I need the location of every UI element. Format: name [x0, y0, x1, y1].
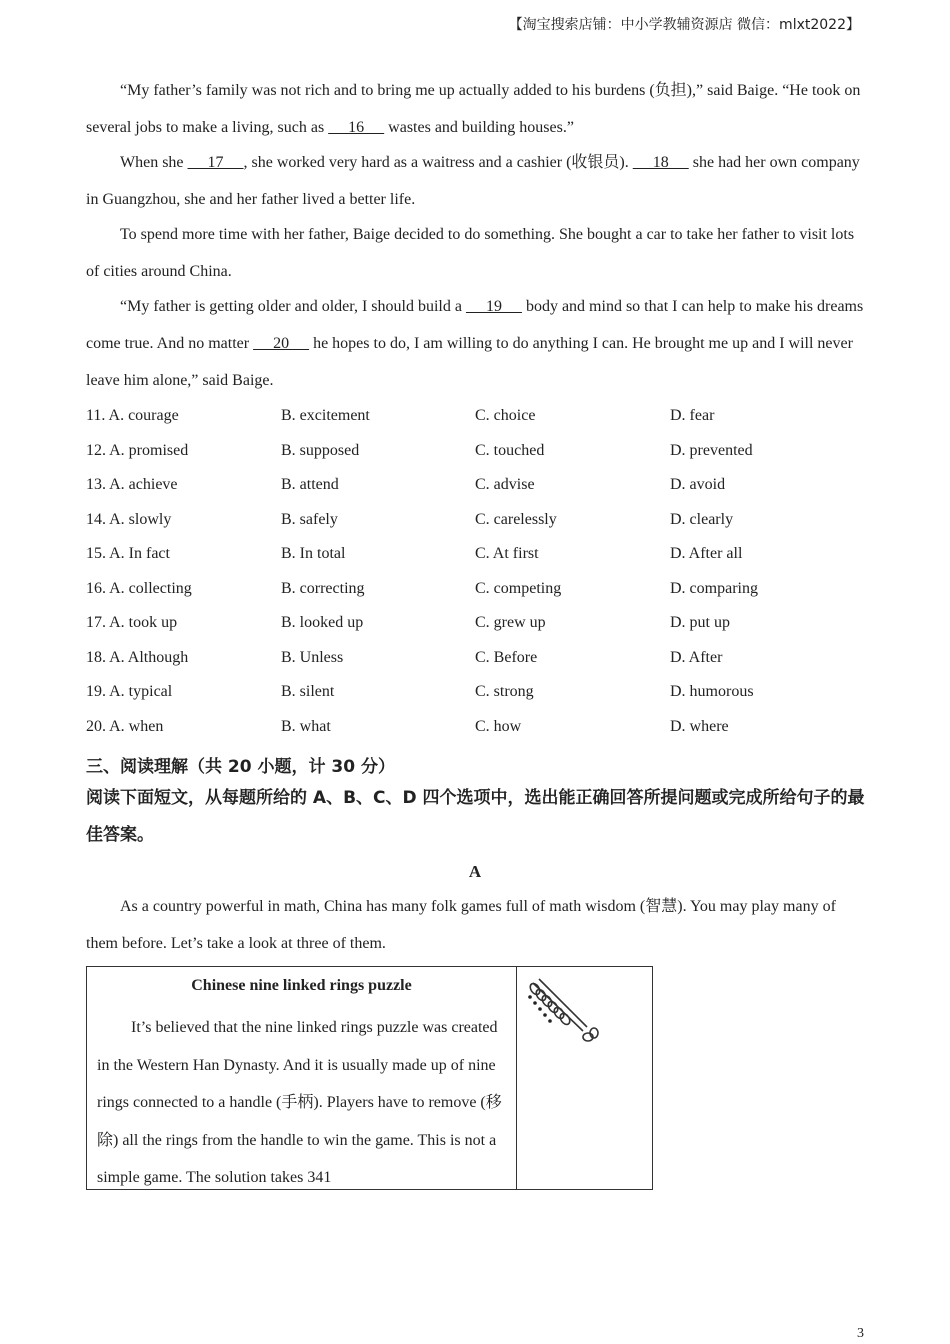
blank-20: 20: [253, 335, 310, 352]
option-15-b: B. In total: [281, 545, 346, 562]
section-instruction: 阅读下面短文，从每题所给的 A、B、C、D 四个选项中，选出能正确回答所提问题或完成所给句子的最佳答案。: [86, 788, 865, 845]
option-11-b: B. excitement: [281, 407, 370, 424]
option-19-b: B. silent: [281, 683, 335, 700]
option-16-c: C. competing: [475, 580, 562, 597]
passage-paragraph-3: To spend more time with her father, Baige decided to do something. She bought a car to take her father to visit lots of cities around China.: [86, 226, 855, 280]
option-17-a: 17. A. took up: [86, 614, 178, 631]
option-11-a: 11. A. courage: [86, 407, 179, 424]
option-12-c: C. touched: [475, 442, 545, 459]
option-20-b: B. what: [281, 718, 331, 735]
passage-text: wastes and building houses.”: [388, 119, 574, 136]
table-title: Chinese nine linked rings puzzle: [191, 977, 412, 994]
option-16-b: B. correcting: [281, 580, 365, 597]
option-13-c: C. advise: [475, 476, 535, 493]
option-11-d: D. fear: [670, 407, 715, 424]
passage-text: “My father’s family was not rich and to bring me up actually added to his burdens (负担),” said Baige. “He took on several jobs to make a living, such as: [86, 82, 861, 136]
passage-paragraph-2: [86, 144, 866, 218]
option-15-d: D. After all: [670, 545, 743, 562]
option-20-c: C. how: [475, 718, 522, 735]
passage-text: he hopes to do, I am willing to do anything I can. He brought me up and I will never leave him alone,” said Baige.: [86, 335, 853, 389]
option-14-b: B. safely: [281, 511, 338, 528]
rings-puzzle-icon: [525, 975, 605, 1055]
intro-paragraph: As a country powerful in math, China has many folk games full of math wisdom (智慧). You may play many of them before. Let’s take a look at three of them.: [86, 898, 836, 952]
section-title: 三、阅读理解（共 20 小题，计 30 分）: [86, 757, 395, 777]
option-20-d: D. where: [670, 718, 729, 735]
option-11-c: C. choice: [475, 407, 536, 424]
option-13-d: D. avoid: [670, 476, 726, 493]
blank-19: 19: [465, 298, 522, 315]
option-16-d: D. comparing: [670, 580, 758, 597]
option-17-c: C. grew up: [475, 614, 546, 631]
option-18-c: C. Before: [475, 649, 538, 666]
option-15-a: 15. A. In fact: [86, 545, 170, 562]
option-13-b: B. attend: [281, 476, 339, 493]
table-text: It’s believed that the nine linked rings puzzle was created in the Western Han Dynasty. And it is usually made up of nine rings connected to a handle (手柄). Players have to remove (移除) all the rings from the handle to win the game. This is not a simple game. The solution takes 341: [97, 1019, 502, 1186]
option-19-a: 19. A. typical: [86, 683, 173, 700]
option-15-c: C. At first: [475, 545, 539, 562]
option-18-d: D. After: [670, 649, 723, 666]
option-17-b: B. looked up: [281, 614, 364, 631]
option-18-b: B. Unless: [281, 649, 344, 666]
games-table: [86, 966, 653, 1190]
passage-text: “My father is getting older and older, I should build a: [120, 298, 462, 315]
page-number: 3: [857, 1326, 864, 1341]
option-19-d: D. humorous: [670, 683, 754, 700]
blank-18: 18: [632, 154, 689, 171]
option-18-a: 18. A. Although: [86, 649, 189, 666]
option-12-d: D. prevented: [670, 442, 753, 459]
option-14-a: 14. A. slowly: [86, 511, 172, 528]
passage-paragraph-4: [86, 288, 866, 399]
option-19-c: C. strong: [475, 683, 534, 700]
option-20-a: 20. A. when: [86, 718, 164, 735]
passage-text: body and mind so that I can help to make his dreams come true. And no matter: [86, 298, 864, 352]
passage-text: she had her own company in Guangzhou, she and her father lived a better life.: [86, 154, 860, 208]
table-divider: [516, 967, 517, 1189]
passage-text: , she worked very hard as a waitress and a cashier (收银员).: [243, 154, 629, 171]
page-header: 【淘宝搜索店铺：中小学教辅资源店 微信：mlxt2022】: [508, 17, 860, 33]
option-13-a: 13. A. achieve: [86, 476, 178, 493]
passage-paragraph-1: [86, 72, 866, 146]
option-14-c: C. carelessly: [475, 511, 557, 528]
option-14-d: D. clearly: [670, 511, 734, 528]
part-label: A: [468, 862, 482, 881]
option-16-a: 16. A. collecting: [86, 580, 192, 597]
option-17-d: D. put up: [670, 614, 730, 631]
option-12-a: 12. A. promised: [86, 442, 189, 459]
option-12-b: B. supposed: [281, 442, 360, 459]
blank-17: 17: [187, 154, 244, 171]
blank-16: 16: [328, 119, 385, 136]
passage-text: When she: [120, 154, 184, 171]
